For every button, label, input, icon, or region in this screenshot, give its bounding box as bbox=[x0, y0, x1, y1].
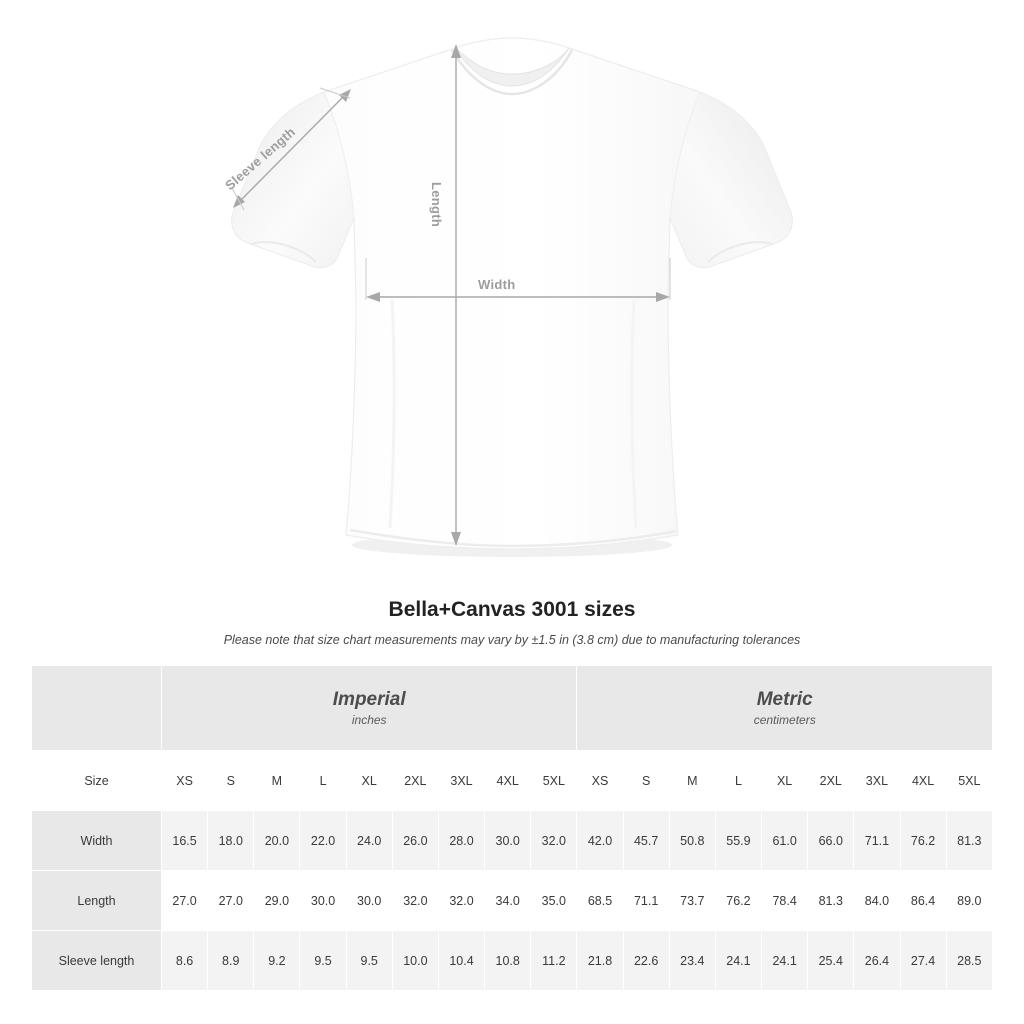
size-col-4xl-imperial: 4XL bbox=[485, 751, 531, 811]
size-col-m-imperial: M bbox=[254, 751, 300, 811]
cell-length-12: 76.2 bbox=[715, 871, 761, 931]
imperial-name: Imperial bbox=[332, 688, 406, 710]
cell-width-17: 81.3 bbox=[946, 811, 992, 871]
cell-sleeve-2: 9.2 bbox=[254, 931, 300, 991]
length-label: Length bbox=[429, 182, 444, 228]
cell-sleeve-16: 27.4 bbox=[900, 931, 946, 991]
cell-sleeve-13: 24.1 bbox=[762, 931, 808, 991]
cell-length-1: 27.0 bbox=[208, 871, 254, 931]
cell-width-5: 26.0 bbox=[392, 811, 438, 871]
size-label-cell: Size bbox=[32, 751, 162, 811]
width-label: Width bbox=[478, 277, 516, 292]
size-col-l-metric: L bbox=[715, 751, 761, 811]
size-col-m-metric: M bbox=[669, 751, 715, 811]
cell-width-4: 24.0 bbox=[346, 811, 392, 871]
metric-header bbox=[577, 666, 993, 751]
size-col-xl-imperial: XL bbox=[346, 751, 392, 811]
cell-length-10: 71.1 bbox=[623, 871, 669, 931]
cell-length-14: 81.3 bbox=[808, 871, 854, 931]
sleeve-length-label: Sleeve length bbox=[222, 124, 299, 193]
cell-sleeve-15: 26.4 bbox=[854, 931, 900, 991]
cell-width-16: 76.2 bbox=[900, 811, 946, 871]
table-row bbox=[32, 931, 993, 991]
cell-length-8: 35.0 bbox=[531, 871, 577, 931]
cell-width-8: 32.0 bbox=[531, 811, 577, 871]
size-col-xl-metric: XL bbox=[762, 751, 808, 811]
row-label-length: Length bbox=[32, 871, 162, 931]
size-col-2xl-imperial: 2XL bbox=[392, 751, 438, 811]
cell-length-0: 27.0 bbox=[162, 871, 208, 931]
cell-length-15: 84.0 bbox=[854, 871, 900, 931]
cell-width-1: 18.0 bbox=[208, 811, 254, 871]
cell-sleeve-9: 21.8 bbox=[577, 931, 623, 991]
cell-length-5: 32.0 bbox=[392, 871, 438, 931]
cell-sleeve-11: 23.4 bbox=[669, 931, 715, 991]
cell-sleeve-6: 10.4 bbox=[438, 931, 484, 991]
cell-width-11: 50.8 bbox=[669, 811, 715, 871]
size-table-wrapper bbox=[31, 665, 993, 991]
size-col-xs-metric: XS bbox=[577, 751, 623, 811]
size-col-5xl-metric: 5XL bbox=[946, 751, 992, 811]
title-block bbox=[0, 598, 1024, 647]
cell-length-3: 30.0 bbox=[300, 871, 346, 931]
table-row bbox=[32, 871, 993, 931]
table-row bbox=[32, 811, 993, 871]
cell-width-12: 55.9 bbox=[715, 811, 761, 871]
cell-sleeve-3: 9.5 bbox=[300, 931, 346, 991]
size-col-5xl-imperial: 5XL bbox=[531, 751, 577, 811]
cell-sleeve-17: 28.5 bbox=[946, 931, 992, 991]
cell-sleeve-14: 25.4 bbox=[808, 931, 854, 991]
table-corner-cell bbox=[32, 666, 162, 751]
cell-width-3: 22.0 bbox=[300, 811, 346, 871]
cell-width-13: 61.0 bbox=[762, 811, 808, 871]
size-col-l-imperial: L bbox=[300, 751, 346, 811]
cell-sleeve-1: 8.9 bbox=[208, 931, 254, 991]
cell-length-4: 30.0 bbox=[346, 871, 392, 931]
row-label-sleeve-length: Sleeve length bbox=[32, 931, 162, 991]
cell-sleeve-5: 10.0 bbox=[392, 931, 438, 991]
cell-length-2: 29.0 bbox=[254, 871, 300, 931]
size-col-4xl-metric: 4XL bbox=[900, 751, 946, 811]
cell-length-11: 73.7 bbox=[669, 871, 715, 931]
cell-length-7: 34.0 bbox=[485, 871, 531, 931]
size-col-xs-imperial: XS bbox=[162, 751, 208, 811]
cell-length-9: 68.5 bbox=[577, 871, 623, 931]
cell-width-0: 16.5 bbox=[162, 811, 208, 871]
imperial-sub: inches bbox=[351, 713, 387, 728]
cell-length-17: 89.0 bbox=[946, 871, 992, 931]
cell-sleeve-12: 24.1 bbox=[715, 931, 761, 991]
cell-sleeve-8: 11.2 bbox=[531, 931, 577, 991]
size-col-3xl-metric: 3XL bbox=[854, 751, 900, 811]
cell-width-7: 30.0 bbox=[485, 811, 531, 871]
size-header-row bbox=[32, 751, 993, 811]
cell-length-16: 86.4 bbox=[900, 871, 946, 931]
metric-sub: centimeters bbox=[753, 713, 816, 728]
size-col-s-metric: S bbox=[623, 751, 669, 811]
cell-width-15: 71.1 bbox=[854, 811, 900, 871]
row-label-width: Width bbox=[32, 811, 162, 871]
cell-width-6: 28.0 bbox=[438, 811, 484, 871]
cell-width-2: 20.0 bbox=[254, 811, 300, 871]
tolerance-note: Please note that size chart measurements may vary by ±1.5 in (3.8 cm) due to manufacturing tolerances bbox=[223, 633, 801, 647]
cell-sleeve-4: 9.5 bbox=[346, 931, 392, 991]
page-title: Bella+Canvas 3001 sizes bbox=[388, 598, 636, 621]
cell-sleeve-10: 22.6 bbox=[623, 931, 669, 991]
cell-sleeve-0: 8.6 bbox=[162, 931, 208, 991]
size-col-2xl-metric: 2XL bbox=[808, 751, 854, 811]
cell-sleeve-7: 10.8 bbox=[485, 931, 531, 991]
size-col-s-imperial: S bbox=[208, 751, 254, 811]
size-table bbox=[31, 665, 993, 991]
cell-width-14: 66.0 bbox=[808, 811, 854, 871]
imperial-header bbox=[162, 666, 577, 751]
metric-name: Metric bbox=[756, 688, 813, 710]
cell-width-10: 45.7 bbox=[623, 811, 669, 871]
cell-length-6: 32.0 bbox=[438, 871, 484, 931]
cell-length-13: 78.4 bbox=[762, 871, 808, 931]
cell-width-9: 42.0 bbox=[577, 811, 623, 871]
unit-header-row bbox=[32, 666, 993, 751]
size-col-3xl-imperial: 3XL bbox=[438, 751, 484, 811]
